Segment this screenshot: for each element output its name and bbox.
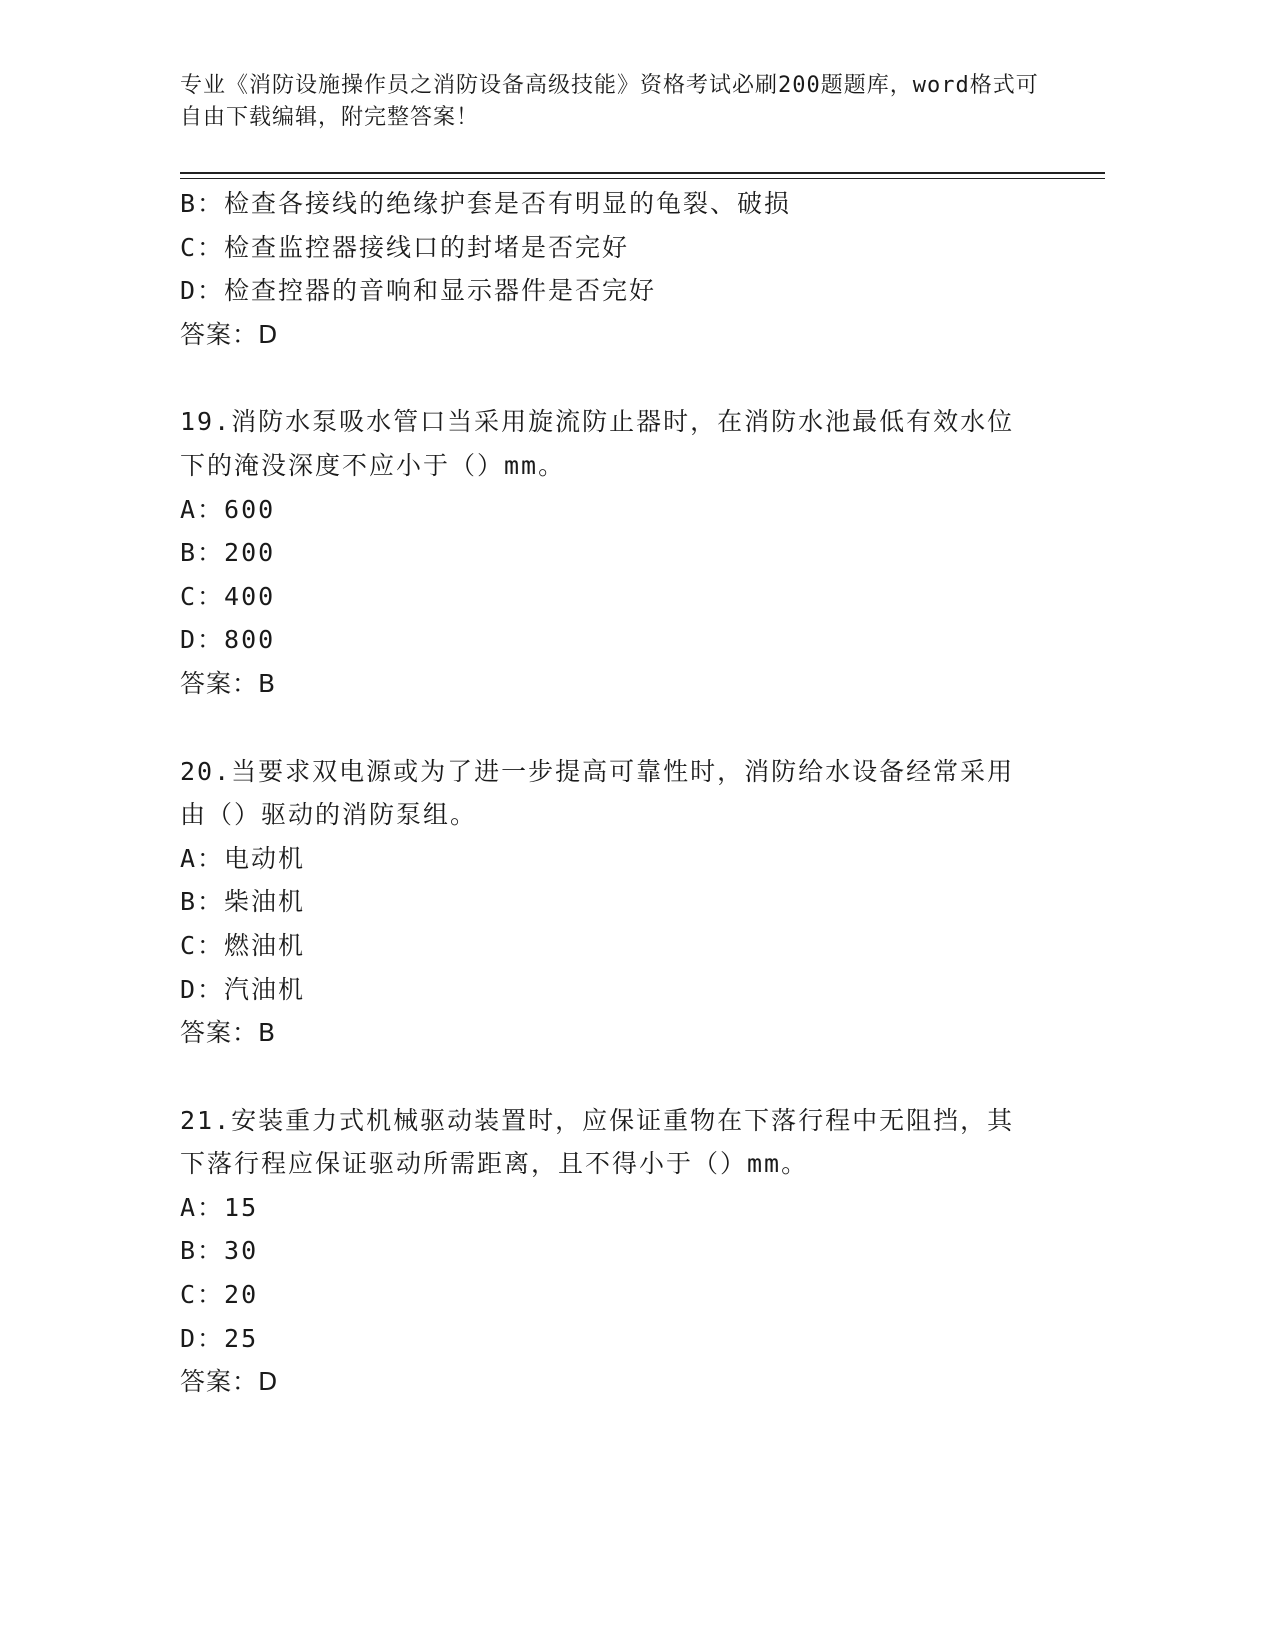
question-21 xyxy=(180,1099,1060,1404)
option-c: C：检查监控器接线口的封堵是否完好 xyxy=(180,232,630,262)
question-text: 20.当要求双电源或为了进一步提高可靠性时，消防给水设备经常采用 xyxy=(180,756,1015,786)
header-divider-thin xyxy=(180,178,1105,179)
answer-line: 答案：D xyxy=(180,319,279,349)
answer-line: 答案：B xyxy=(180,668,277,698)
answer-line: 答案：D xyxy=(180,1367,279,1397)
question-text-continued: 下落行程应保证驱动所需距离，且不得小于（）mm。 xyxy=(180,1149,809,1179)
option-a: A：600 xyxy=(180,494,276,524)
option-a: A：15 xyxy=(180,1192,259,1222)
option-b: B：柴油机 xyxy=(180,887,306,917)
option-b: B：200 xyxy=(180,538,276,568)
question-text: 19.消防水泵吸水管口当采用旋流防止器时，在消防水池最低有效水位 xyxy=(180,407,1015,437)
option-d: D：汽油机 xyxy=(180,974,306,1004)
option-b: B：检查各接线的绝缘护套是否有明显的龟裂、破损 xyxy=(180,189,792,218)
option-d: D：检查控器的音响和显示器件是否完好 xyxy=(180,276,657,306)
option-d: D：25 xyxy=(180,1323,259,1353)
answer-line: 答案：B xyxy=(180,1018,277,1048)
question-20 xyxy=(180,750,1060,1055)
question-text-continued: 由（）驱动的消防泵组。 xyxy=(180,800,478,830)
partial-question-18 xyxy=(180,182,1060,356)
question-text-continued: 下的淹没深度不应小于（）mm。 xyxy=(180,450,566,480)
question-list xyxy=(180,182,1060,1404)
option-c: C：燃油机 xyxy=(180,930,306,960)
option-c: C：400 xyxy=(180,581,276,611)
option-b: B：30 xyxy=(180,1236,259,1266)
option-c: C：20 xyxy=(180,1280,259,1310)
document-header: 专业《消防设施操作员之消防设备高级技能》资格考试必刷200题题库，word格式可自由下载编辑，附完整答案！ xyxy=(180,73,1039,130)
option-a: A：电动机 xyxy=(180,843,306,873)
header-divider-thick xyxy=(180,172,1105,174)
question-text: 21.安装重力式机械驱动装置时，应保证重物在下落行程中无阻挡，其 xyxy=(180,1105,1015,1135)
question-19 xyxy=(180,400,1060,705)
option-d: D：800 xyxy=(180,625,276,655)
